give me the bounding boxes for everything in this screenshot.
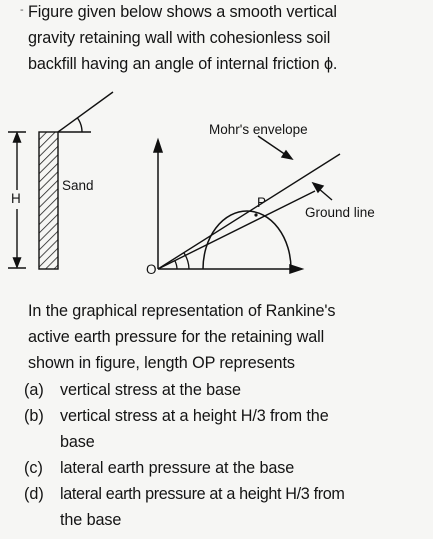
mohr-envelope-label: Mohr's envelope xyxy=(209,122,308,137)
question-line-3: shown in figure, length OP represents xyxy=(28,354,295,372)
option-d-text-line-2: the base xyxy=(60,511,122,529)
intro-line-2: gravity retaining wall with cohesionless soil xyxy=(28,29,331,47)
option-c-label: (c) xyxy=(24,459,43,477)
option-d-label: (d) xyxy=(24,485,44,503)
intro-line-3: backfill having an angle of internal friction ϕ. xyxy=(28,55,338,73)
height-label: H xyxy=(11,191,21,206)
sand-label: Sand xyxy=(62,178,94,193)
option-b-label: (b) xyxy=(24,407,44,425)
question-line-1: In the graphical representation of Rankine's xyxy=(28,302,336,320)
point-p-marker xyxy=(254,213,257,216)
ground-line-label: Ground line xyxy=(305,205,375,220)
option-a-text: vertical stress at the base xyxy=(60,381,241,399)
option-b-text-line-2: base xyxy=(60,433,95,451)
option-b-text-line-1: vertical stress at a height H/3 from the xyxy=(60,407,329,425)
option-d-text-line-1: lateral earth pressure at a height H/3 from xyxy=(60,485,345,503)
question-line-2: active earth pressure for the retaining wall xyxy=(28,328,325,346)
bullet-mark: - xyxy=(20,4,24,16)
stress-axes xyxy=(154,140,302,273)
backfill-surface xyxy=(58,92,113,132)
origin-label: O xyxy=(146,262,157,277)
point-p-label: P xyxy=(257,195,267,210)
intro-line-1: Figure given below shows a smooth vertical xyxy=(28,3,337,21)
option-c-text: lateral earth pressure at the base xyxy=(60,459,295,477)
retaining-wall xyxy=(39,132,58,269)
label-arrows xyxy=(258,136,332,200)
option-a-label: (a) xyxy=(24,381,44,399)
